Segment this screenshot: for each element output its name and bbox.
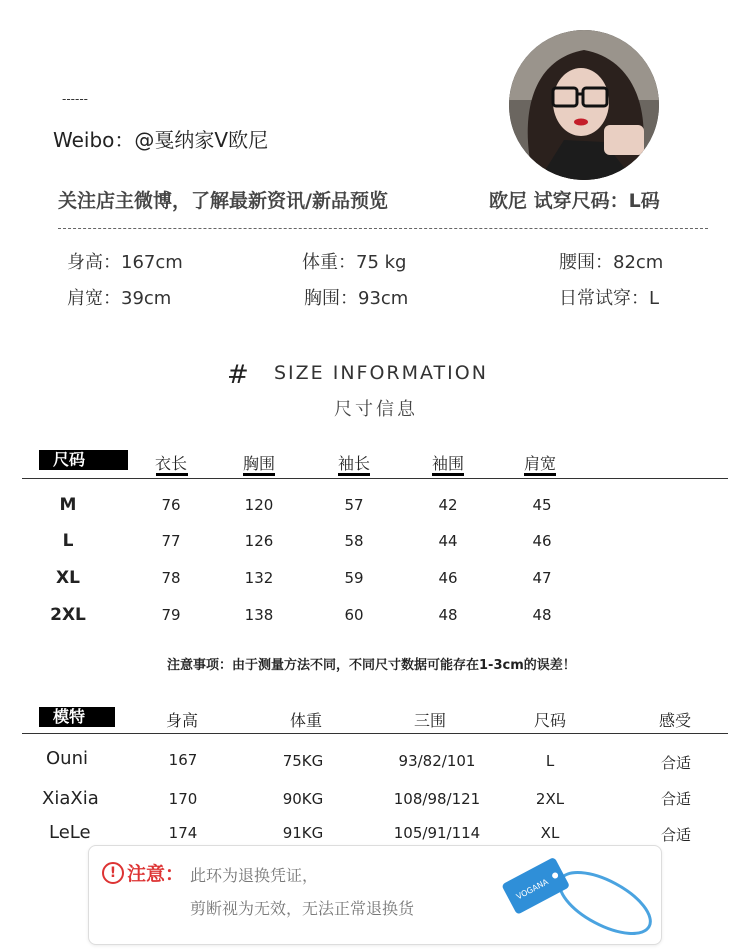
dotted-divider [58,228,708,229]
size-cell: 46 [532,532,552,550]
size-cell: XL [56,568,80,588]
avatar [509,30,659,180]
size-cell: 79 [161,606,181,624]
size-header-chest: 胸围 [242,454,275,473]
model-header-size: 尺码 [533,711,566,730]
model-cell: 105/91/114 [393,824,481,842]
stat-chest: 胸围：93cm [304,288,409,309]
model-header-measurements: 三围 [413,711,446,730]
model-cell: 90KG [282,790,324,808]
size-cell: 46 [438,569,458,587]
measurement-note: 注意事项：由于测量方法不同，不同尺寸数据可能存在1-3cm的误差！ [167,658,576,673]
size-cell: 77 [161,532,181,550]
stat-waist: 腰围：82cm [559,252,664,273]
size-header-cuff: 袖围 [431,454,464,473]
size-header-shoulder: 肩宽 [523,454,556,473]
header-underline [156,473,188,476]
size-cell: 42 [438,496,458,514]
size-cell: 59 [344,569,364,587]
model-cell: 合适 [660,754,691,772]
model-name: Ouni [46,748,88,769]
model-cell: 167 [168,751,198,769]
weibo-handle: Weibo：@戛纳家V欧尼 [53,128,269,152]
size-cell: L [62,531,74,551]
model-cell: 合适 [660,790,691,808]
header-underline [524,473,556,476]
size-cell: 47 [532,569,552,587]
model-header-weight: 体重 [289,711,322,730]
size-cell: 76 [161,496,181,514]
header-underline [432,473,464,476]
return-tag-icon [495,845,665,945]
model-cell: 174 [168,824,198,842]
stat-height: 身高：167cm [67,252,183,273]
size-header-label: 尺码 [39,450,128,470]
model-cell: L [545,752,555,770]
size-cell: 60 [344,606,364,624]
model-header-fit: 感受 [658,711,691,730]
notice-line-1: 此环为退换凭证， [190,866,319,885]
warning-icon: ! [102,862,124,884]
stat-shoulder: 肩宽：39cm [67,288,172,309]
size-cell: 126 [244,532,274,550]
model-cell: 合适 [660,826,691,844]
notice-line-2: 剪断视为无效，无法正常退换货 [190,899,415,918]
model-cell: 91KG [282,824,324,842]
size-header-sleeve: 袖长 [337,454,370,473]
decorative-dashes: ------ [62,92,88,106]
avatar-photo [509,30,659,180]
size-subtitle: 尺寸信息 [334,399,418,420]
header-underline [243,473,275,476]
size-cell: 48 [532,606,552,624]
model-cell: 93/82/101 [398,752,476,770]
size-title: SIZE INFORMATION [274,362,488,384]
model-table-rule [22,733,728,734]
model-cell: 2XL [535,790,565,808]
model-cell: 75KG [282,752,324,770]
hash-symbol: # [227,360,249,390]
size-cell: 120 [244,496,274,514]
follow-text: 关注店主微博，了解最新资讯/新品预览 [58,190,388,212]
model-cell: XL [540,824,560,842]
size-cell: 57 [344,496,364,514]
tag-text: VOGANA [514,877,550,902]
model-cell: 108/98/121 [393,790,481,808]
model-name: LeLe [49,822,91,843]
notice-label: 注意： [127,863,185,885]
size-cell: 78 [161,569,181,587]
size-cell: 58 [344,532,364,550]
size-cell: 138 [244,606,274,624]
size-header-length: 衣长 [154,454,187,473]
size-table-rule [22,478,728,479]
size-cell: 45 [532,496,552,514]
size-cell: 44 [438,532,458,550]
stat-weight: 体重：75 kg [302,252,407,273]
stat-daily: 日常试穿：L [559,288,660,309]
model-cell: 170 [168,790,198,808]
size-cell: 2XL [50,605,86,625]
model-header-label: 模特 [39,707,115,727]
model-name: XiaXia [42,788,99,809]
size-cell: 132 [244,569,274,587]
model-header-height: 身高 [165,711,198,730]
size-cell: 48 [438,606,458,624]
tryon-size-text: 欧尼 试穿尺码：L码 [489,190,660,212]
size-cell: M [59,495,77,515]
header-underline [338,473,370,476]
